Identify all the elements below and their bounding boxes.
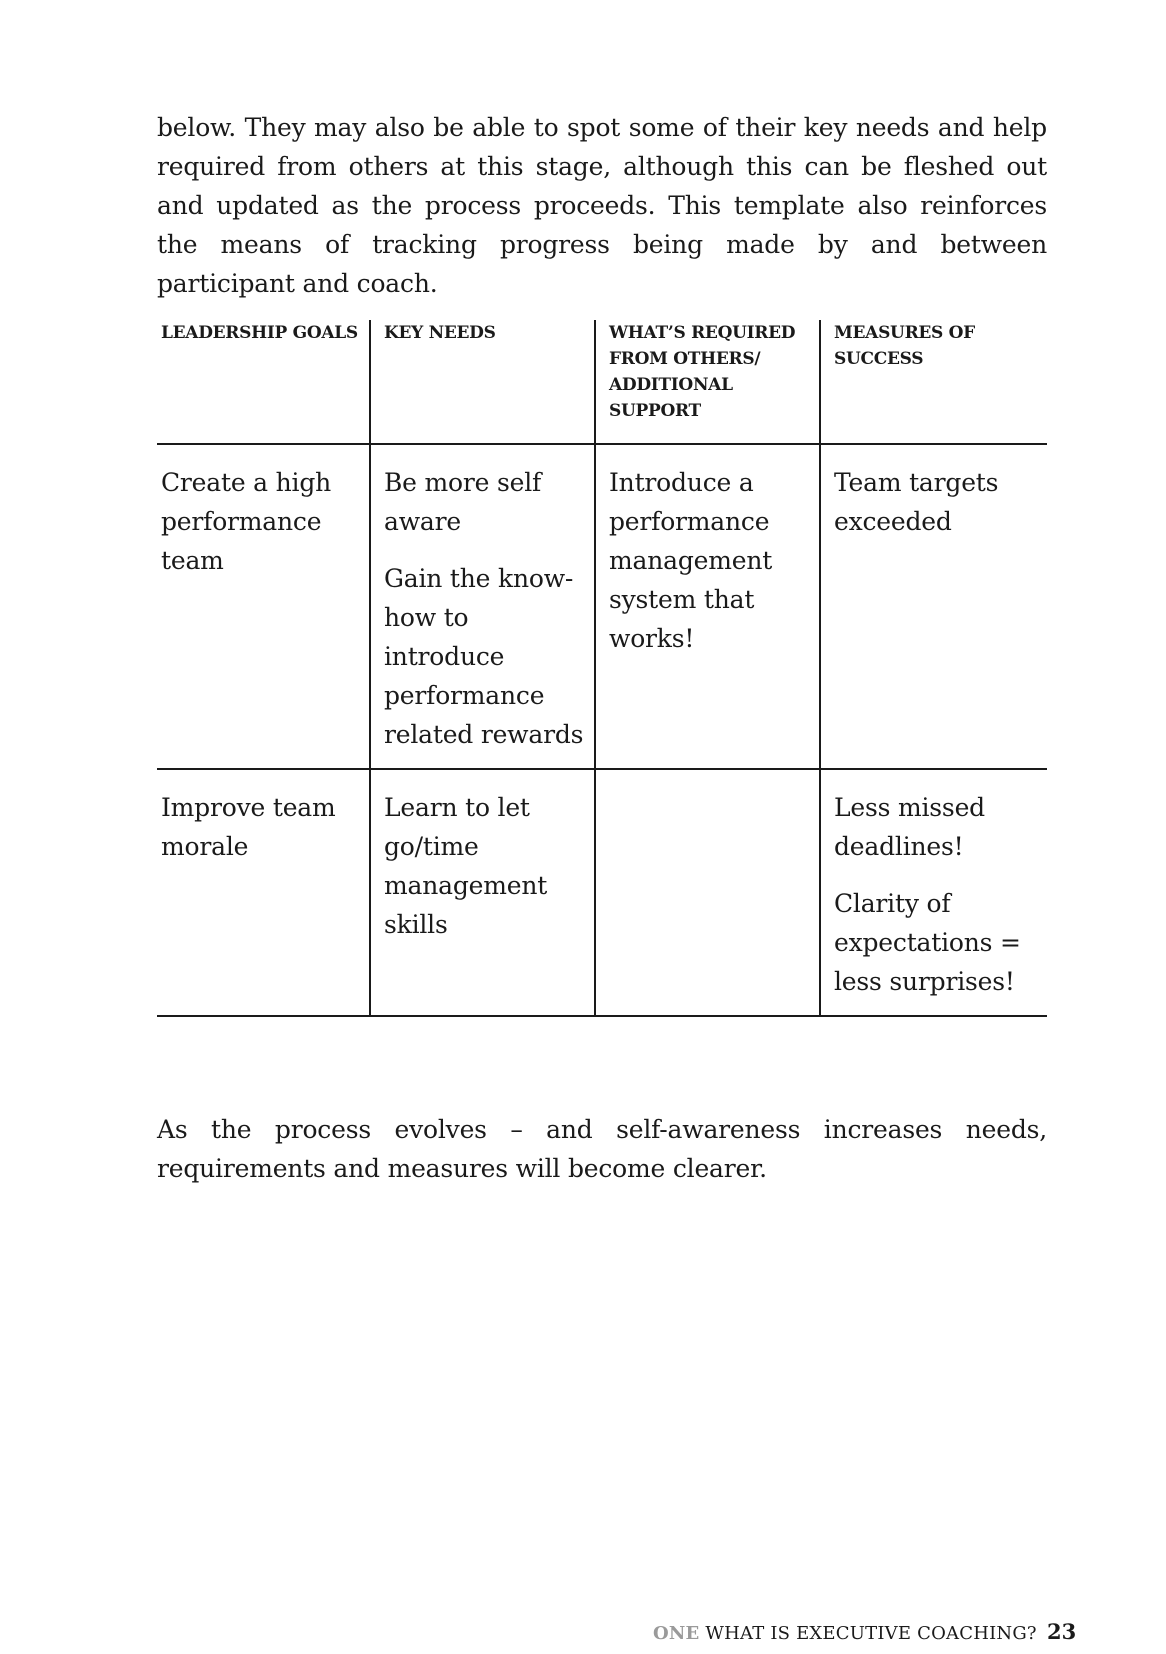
goal-text: Create a high performance team [161,468,332,575]
measure-text: Team targets exceeded [834,468,999,536]
table-row [157,444,1047,769]
needs-cell [370,769,595,1016]
header-key-needs: KEY NEEDS [370,320,595,444]
measures-cell [820,444,1047,769]
header-leadership-goals: LEADERSHIP GOALS [157,320,370,444]
goal-text: Improve team morale [161,793,336,861]
required-cell [595,444,820,769]
measures-cell [820,769,1047,1016]
goal-cell [157,444,370,769]
need-text: Learn to let go/time management skills [384,793,548,939]
required-text: Introduce a performance management system that works! [609,468,773,653]
need-text: Gain the know-how to introduce performance related rewards [384,564,584,749]
header-measures-of-success: MEASURES OF SUCCESS [820,320,1047,444]
goal-cell [157,769,370,1016]
chapter-title: WHAT IS EXECUTIVE COACHING? [705,1623,1037,1644]
header-required-support: WHAT’S REQUIRED FROM OTHERS/ ADDITIONAL SUPPORT [595,320,820,444]
needs-cell [370,444,595,769]
table-header-row [157,320,1047,444]
closing-paragraph: As the process evolves – and self-awareness increases needs, requirements and measures will become clearer. [157,1115,1047,1183]
chapter-number: ONE [653,1623,700,1644]
intro-paragraph: below. They may also be able to spot some of their key needs and help required from others at this stage, although this can be fleshed out and updated as the process proceeds. This template also reinforces the means of tracking progress being made by and between participant and coach. [157,113,1047,298]
leadership-goals-table [157,320,1047,1017]
table-row [157,769,1047,1016]
page-number: 23 [1047,1619,1077,1644]
measure-text: Less missed deadlines! [834,793,985,861]
required-cell [595,769,820,1016]
running-footer [653,1624,1037,1644]
need-text: Be more self aware [384,468,542,536]
measure-text: Clarity of expectations = less surprises! [834,889,1021,996]
